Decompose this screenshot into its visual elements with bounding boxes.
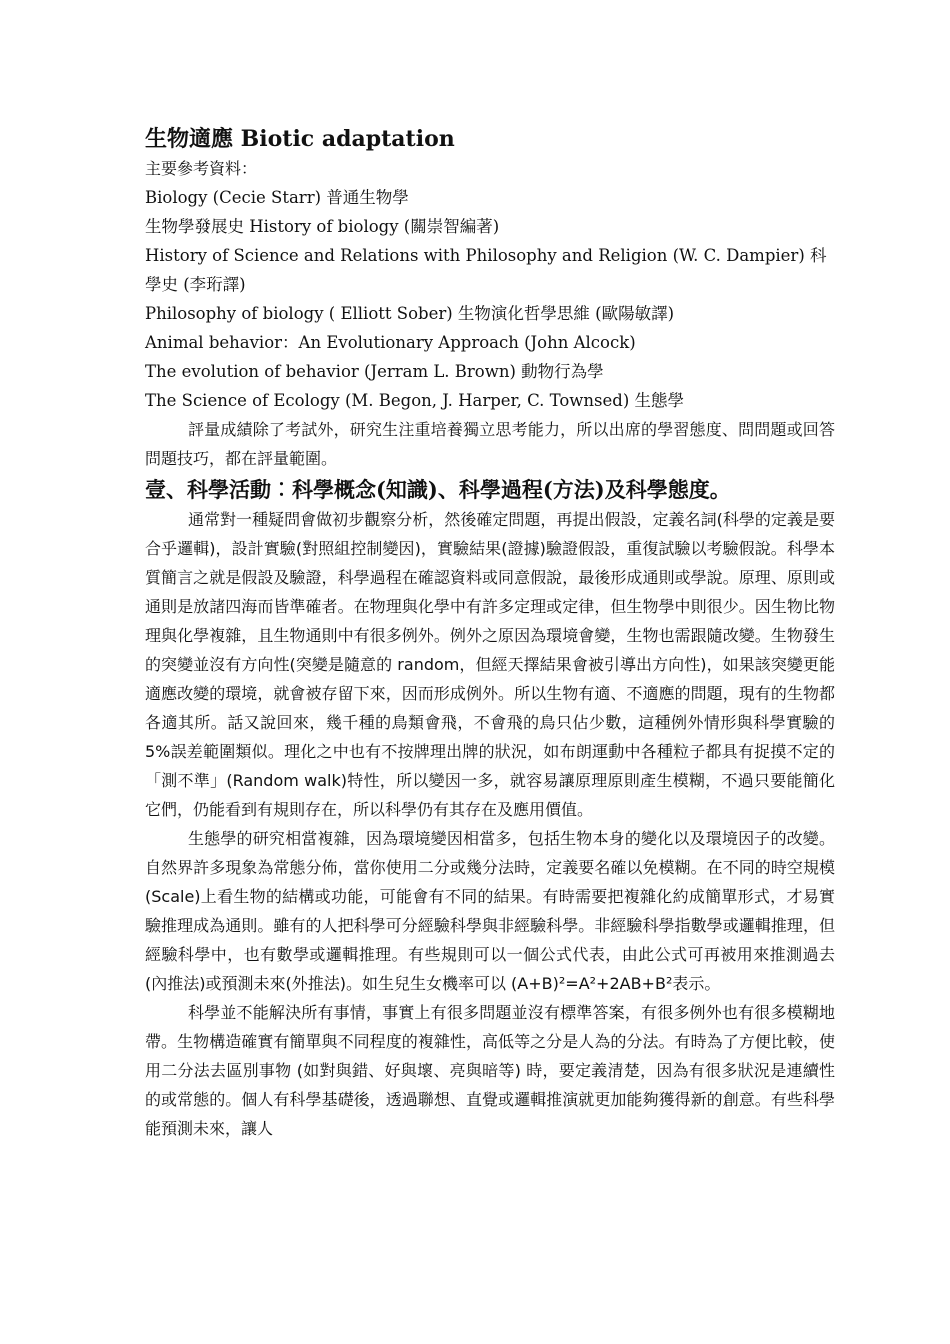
body-paragraph: 科學並不能解決所有事情，事實上有很多問題並沒有標準答案，有很多例外也有很多模糊地帶。生物構造確實有簡單與不同程度的複雜性，高低等之分是人為的分法。有時為了方便比較，使用二分法去區別事物 (如對與錯、好與壞、亮與暗等) 時，要定義清楚，因為有很多狀況是連續性的或常態的。個人有科學基礎後，透過聯想、直覺或邏輯推演就更加能夠獲得新的創意。有些科學能預測未來，讓人	[145, 1003, 835, 1138]
reference-item: 生物學發展史 History of biology (關崇智編著)	[145, 217, 500, 236]
document-body	[145, 124, 835, 1143]
body-paragraph: 生態學的研究相當複雜，因為環境變因相當多，包括生物本身的變化以及環境因子的改變。自然界許多現象為常態分佈，當你使用二分或幾分法時，定義要名確以免模糊。在不同的時空規模(Scale)上看生物的結構或功能，可能會有不同的結果。有時需要把複雜化約成簡單形式，才易實驗推理成為通則。雖有的人把科學可分經驗科學與非經驗科學。非經驗科學指數學或邏輯推理，但經驗科學中，也有數學或邏輯推理。有些規則可以一個公式代表，由此公式可再被用來推測過去(內推法)或預測未來(外推法)。如生兒生女機率可以 (A+B)²=A²+2AB+B²表示。	[145, 829, 835, 993]
reference-item: History of Science and Relations with Philosophy and Religion (W. C. Dampier) 科學史 (李珩譯)	[145, 246, 827, 294]
grading-note: 評量成績除了考試外，研究生注重培養獨立思考能力，所以出席的學習態度、問問題或回答問題技巧，都在評量範圍。	[145, 420, 835, 468]
reference-item: Biology (Cecie Starr) 普通生物學	[145, 188, 409, 207]
reference-item: Philosophy of biology ( Elliott Sober) 生物演化哲學思維 (歐陽敏譯)	[145, 304, 675, 323]
document-title: 生物適應 Biotic adaptation	[145, 126, 455, 152]
reference-item: Animal behavior：An Evolutionary Approach (John Alcock)	[145, 333, 636, 352]
reference-label: 主要參考資料：	[145, 159, 258, 178]
reference-item: The Science of Ecology (M. Begon, J. Harper, C. Townsed) 生態學	[145, 391, 685, 410]
reference-item: The evolution of behavior (Jerram L. Brown) 動物行為學	[145, 362, 604, 381]
reference-list	[145, 154, 835, 415]
body-paragraph: 通常對一種疑問會做初步觀察分析，然後確定問題，再提出假設，定義名詞(科學的定義是要合乎邏輯)，設計實驗(對照組控制變因)，實驗結果(證據)驗證假設，重復試驗以考驗假說。科學本質簡言之就是假設及驗證，科學過程在確認資料或同意假說，最後形成通則或學說。原理、原則或通則是放諸四海而皆準確者。在物理與化學中有許多定理或定律，但生物學中則很少。因生物比物理與化學複雜，且生物通則中有很多例外。例外之原因為環境會變，生物也需跟隨改變。生物發生的突變並沒有方向性(突變是隨意的 random，但經天擇結果會被引導出方向性)，如果該突變更能適應改變的環境，就會被存留下來，因而形成例外。所以生物有適、不適應的問題，現有的生物都各適其所。話又說回來，幾千種的鳥類會飛，不會飛的鳥只佔少數，這種例外情形與科學實驗的 5%誤差範圍類似。理化之中也有不按牌理出牌的狀況，如布朗運動中各種粒子都具有捉摸不定的「測不準」(Random walk)特性，所以變因一多，就容易讓原理原則產生模糊，不過只要能簡化它們，仍能看到有規則存在，所以科學仍有其存在及應用價值。	[145, 510, 835, 819]
section-heading: 壹、科學活動︰科學概念(知識)、科學過程(方法)及科學態度。	[145, 477, 731, 502]
